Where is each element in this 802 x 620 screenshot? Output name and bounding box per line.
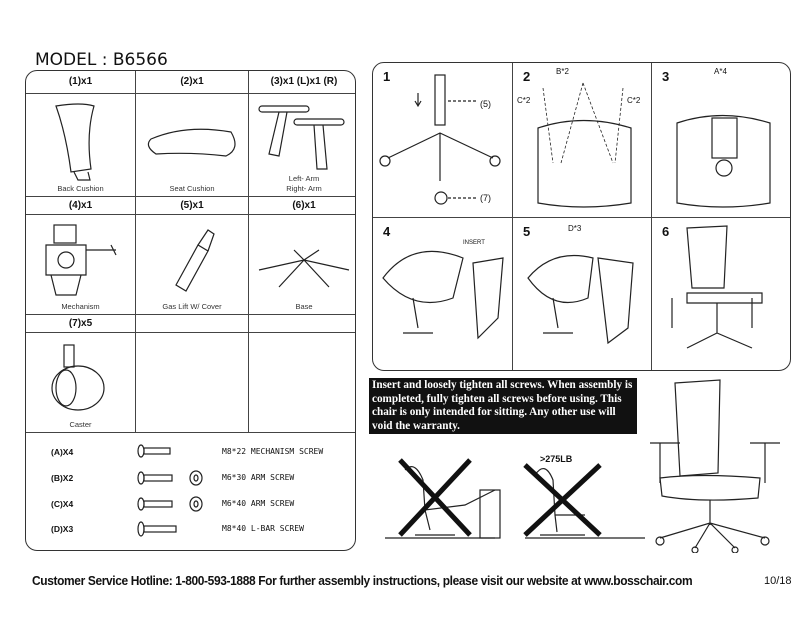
part-header-7: (7)x5: [26, 315, 136, 333]
mechanism-attach-illustration: [652, 63, 791, 213]
weight-limit: >275LB: [540, 454, 573, 464]
caption: Left- Arm: [288, 174, 320, 183]
screw-spec: M8*22 MECHANISM SCREW: [222, 447, 324, 456]
callout: A*4: [714, 67, 727, 76]
caster-icon: [26, 333, 136, 421]
assembly-steps: [372, 62, 791, 371]
footer-contact: Customer Service Hotline: 1-800-593-1888 For further assembly instructions, please visit our website at www.bosschair.com: [32, 573, 693, 588]
callout: INSERT: [463, 240, 485, 246]
step-number: 6: [662, 224, 670, 239]
part-header-6: (6)x1: [249, 197, 356, 215]
caption: Back Cushion: [57, 184, 104, 193]
callout: C*2: [627, 96, 641, 105]
part-header-4: (4)x1: [26, 197, 136, 215]
screw-label: (A)X4: [51, 447, 74, 457]
part-back-cushion: [26, 94, 136, 197]
empty-cell: [136, 333, 249, 433]
back-cushion-icon: [26, 94, 136, 184]
screw-label: (C)X4: [51, 499, 74, 509]
caption: Base: [295, 302, 313, 311]
step-3: [652, 63, 791, 218]
armrest-icon: [249, 94, 356, 174]
empty-cell: [136, 315, 249, 333]
part-seat-cushion: [136, 94, 249, 197]
callout: B*2: [556, 67, 569, 76]
caption: Mechanism: [61, 302, 100, 311]
caption: Seat Cushion: [169, 184, 215, 193]
screw-spec: M6*40 ARM SCREW: [222, 499, 295, 508]
screw-spec: M6*30 ARM SCREW: [222, 473, 295, 482]
part-mechanism: [26, 215, 136, 315]
part-header-1: (1)x1: [26, 71, 136, 94]
completed-chair-illustration: [652, 218, 791, 368]
screw-spec: M8*40 L-BAR SCREW: [222, 524, 304, 533]
caption: Right- Arm: [286, 184, 322, 193]
assembled-chair-illustration: [640, 378, 785, 553]
part-header-5: (5)x1: [136, 197, 249, 215]
caption: Caster: [69, 420, 92, 429]
misuse-warning-illustration: [385, 450, 645, 545]
page-number: 10/18: [764, 575, 792, 587]
screw-label: (D)X3: [51, 524, 74, 534]
empty-cell: [249, 333, 356, 433]
back-screw-illustration: [513, 218, 652, 368]
back-insert-illustration: [373, 218, 513, 368]
step-5: [513, 218, 652, 371]
step-number: 1: [383, 69, 391, 84]
warning-notice: Insert and loosely tighten all screws. When assembly is completed, fully tighten all screws before using. This chair is only intended for sitting. Any other use will void the warranty.: [369, 378, 637, 434]
step-number: 2: [523, 69, 531, 84]
step-number: 3: [662, 69, 670, 84]
seat-cushion-icon: [136, 94, 249, 184]
mechanism-icon: [26, 215, 136, 303]
part-gas-lift: [136, 215, 249, 315]
part-header-3: (3)x1 (L)x1 (R): [249, 71, 356, 94]
step-2: [513, 63, 652, 218]
caption: Gas Lift W/ Cover: [162, 302, 222, 311]
callout: D*3: [568, 224, 582, 233]
step-number: 4: [383, 224, 391, 239]
callout: (7): [480, 193, 491, 203]
step-6: [652, 218, 791, 371]
part-arms: [249, 94, 356, 197]
part-base: [249, 215, 356, 315]
parts-list: [25, 70, 356, 551]
step-4: [373, 218, 513, 371]
gas-lift-icon: [136, 215, 249, 303]
base-icon: [249, 215, 356, 303]
screw-label: (B)X2: [51, 473, 74, 483]
empty-cell: [249, 315, 356, 333]
screw-icon: [136, 444, 196, 458]
base-gas-lift-illustration: [373, 63, 513, 213]
screw-washer-icon: [136, 496, 216, 512]
model-number: MODEL : B6566: [35, 50, 168, 70]
part-header-2: (2)x1: [136, 71, 249, 94]
part-caster: [26, 333, 136, 433]
screw-icon: [136, 521, 196, 537]
seat-underside-illustration: [513, 63, 652, 213]
screw-washer-icon: [136, 470, 216, 486]
step-1: [373, 63, 513, 218]
callout: (5): [480, 99, 491, 109]
step-number: 5: [523, 224, 531, 239]
callout: C*2: [517, 96, 531, 105]
